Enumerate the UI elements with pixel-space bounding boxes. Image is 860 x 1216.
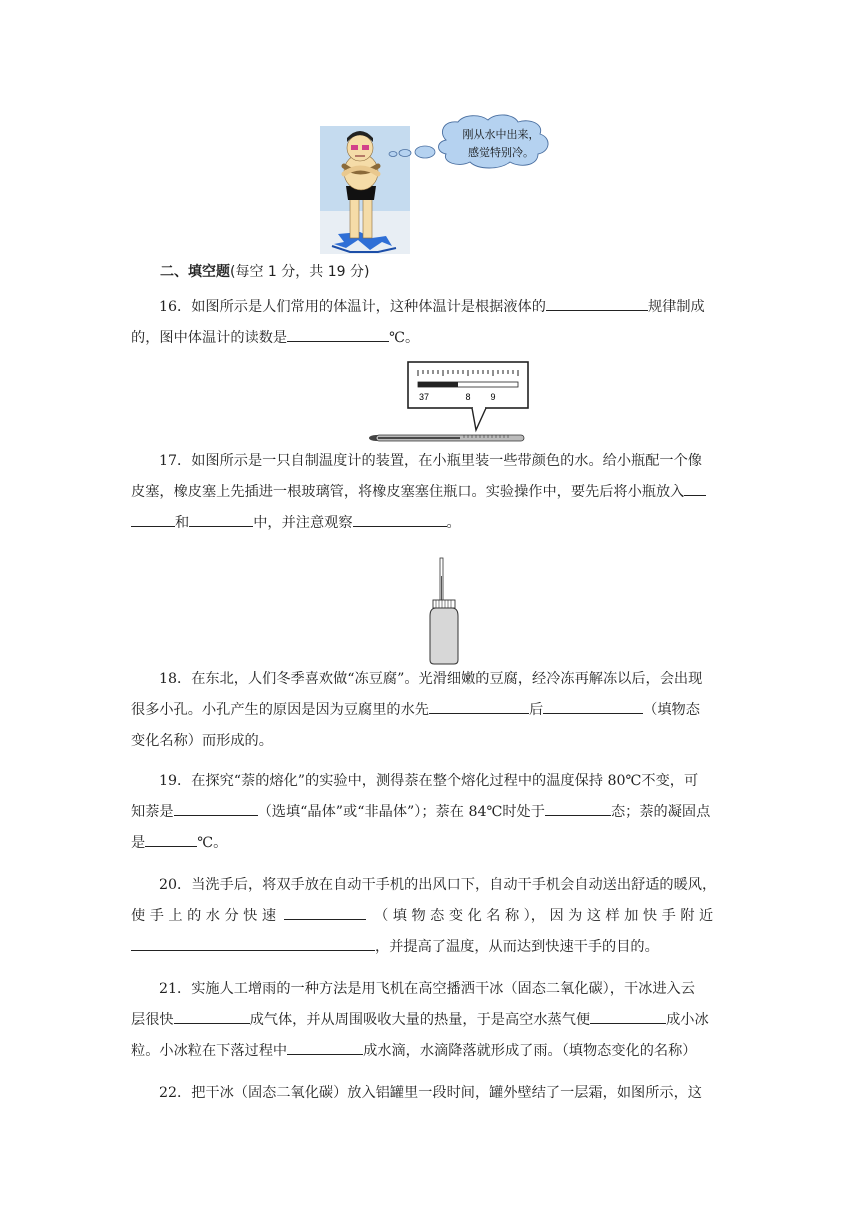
q16-text-3: 的，图中体温计的读数是 [131,330,288,346]
q18-blank-1[interactable] [429,699,529,714]
q21-blank-2[interactable] [590,1009,666,1024]
q20-text-2: 使 手 上 的 水 分 快 速 [131,908,277,924]
bubble-line-2: 感觉特别冷。 [468,146,534,159]
question-19 [131,766,731,859]
q19-text-5: 是 [131,835,146,851]
q18-text-5: 变化名称）而形成的。 [131,733,273,749]
q18-text-2: 很多小孔。小孔产生的原因是因为豆腐里的水先 [131,702,429,718]
q17-text-3: 和 [175,515,190,531]
question-21 [131,974,731,1067]
q20-text-1: 20．当洗手后，将双手放在自动干手机的出风口下，自动干手机会自动送出舒适的暖风， [159,877,717,893]
mercury-column [418,382,458,387]
question-22 [131,1078,731,1109]
q19-blank-1[interactable] [174,801,258,816]
q16-text-4: ℃。 [389,330,420,346]
q19-text-2: 知萘是 [131,804,174,820]
q21-blank-1[interactable] [174,1009,250,1024]
q20-blank-2[interactable] [131,936,375,951]
section-title [160,262,369,282]
tick-label-8: 8 [465,392,471,402]
tick-label-37: 37 [418,392,430,402]
q17-text-4: 中，并注意观察 [253,515,353,531]
q21-blank-3[interactable] [287,1040,363,1055]
q17-blank-3[interactable] [353,512,447,527]
section-title-bold: 二、填空题 [160,264,230,280]
q16-blank-1[interactable] [546,296,648,311]
question-18 [131,664,731,757]
q16-text-2: 规律制成 [647,299,705,315]
q20-text-3: （ 填 物 态 变 化 名 称 ）， 因 为 这 样 加 快 手 附 近 [374,908,714,924]
question-17 [131,446,731,539]
q21-text-4: 成小冰 [666,1012,709,1028]
q17-text-5: 。 [446,515,461,531]
q19-blank-2[interactable] [545,801,611,816]
q20-text-4: ，并提高了温度，从而达到快速干手的目的。 [375,939,659,955]
q20-blank-1[interactable] [284,905,366,920]
homemade-thermometer-bottle [424,556,464,666]
q16-text-1: 16．如图所示是人们常用的体温计，这种体温计是根据液体的 [159,299,546,315]
q19-text-1: 19．在探究“萘的熔化”的实验中，测得萘在整个熔化过程中的温度保持 80℃不变，可 [159,773,699,789]
clinical-thermometer-figure [368,360,532,448]
question-16 [131,292,731,354]
bubble-line-1: 刚从水中出来， [462,128,540,141]
q17-blank-1b[interactable] [131,512,175,527]
q22-text-1: 22．把干冰（固态二氧化碳）放入铝罐里一段时间，罐外壁结了一层霜，如图所示，这 [159,1085,702,1101]
tick-label-9: 9 [490,392,496,402]
q19-text-3: （选填“晶体”或“非晶体”）；萘在 84℃时处于 [257,804,545,820]
q18-text-4: （填物态 [643,702,700,718]
q19-text-4: 态；萘的凝固点 [610,804,711,820]
q19-text-6: ℃。 [197,835,228,851]
q18-blank-2[interactable] [543,699,643,714]
q21-text-1: 21．实施人工增雨的一种方法是用飞机在高空播洒干冰（固态二氧化碳），干冰进入云 [159,981,695,997]
q16-blank-2[interactable] [287,327,389,342]
q21-text-3: 成气体，并从周围吸收大量的热量，于是高空水蒸气便 [249,1012,591,1028]
q21-text-6: 成水滴，水滴降落就形成了雨。（填物态变化的名称） [363,1043,697,1059]
q17-text-2: 皮塞，橡皮塞上先插进一根玻璃管，将橡皮塞塞住瓶口。实验操作中，要先后将小瓶放入 [131,484,685,500]
q21-text-5: 粒。小冰粒在下落过程中 [131,1043,288,1059]
question-20 [131,870,731,963]
q17-blank-1a[interactable] [684,481,706,496]
q19-blank-3[interactable] [145,832,197,847]
q18-text-3: 后 [528,702,544,718]
section-title-rest: (每空 1 分，共 19 分) [230,264,370,280]
q17-text-1: 17．如图所示是一只自制温度计的装置，在小瓶里装一些带颜色的水。给小瓶配一个像 [159,453,702,469]
q21-text-2: 层很快 [131,1012,174,1028]
q18-text-1: 18．在东北，人们冬季喜欢做“冻豆腐”。光滑细嫩的豆腐，经冷冻再解冻以后，会出现 [159,671,703,687]
thought-bubble-text [453,126,549,162]
q17-blank-2[interactable] [189,512,253,527]
